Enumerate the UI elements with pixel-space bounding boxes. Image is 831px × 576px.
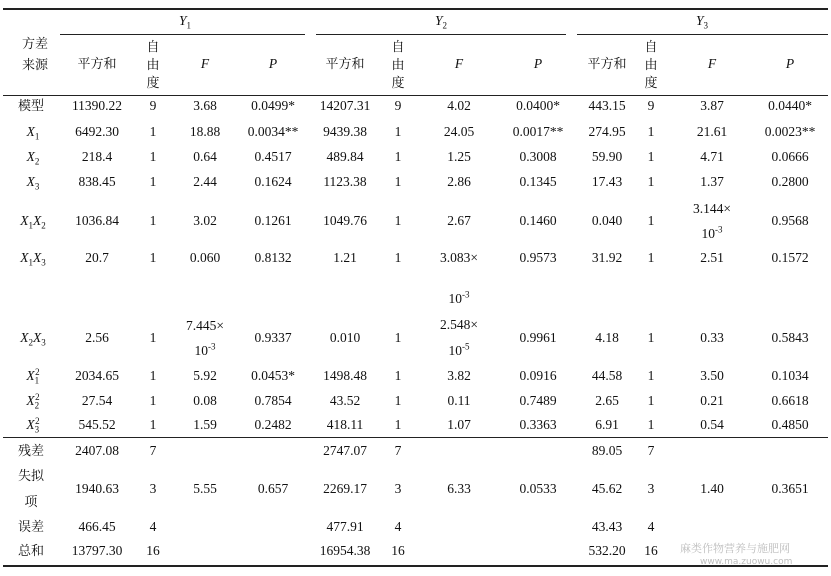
- cell-r6-y1-f-b: $10^{-3}$: [194, 341, 216, 358]
- cell-r0-y3-f: 3.87: [700, 98, 724, 113]
- cell-r4-y2-ss: 1049.76: [323, 213, 367, 228]
- cell-r4-y2-f: 2.67: [447, 213, 471, 228]
- cell-r3-y1-ss: 838.45: [78, 174, 116, 189]
- cell-r0-y1-ss: 11390.22: [71, 98, 123, 113]
- cell-r0-y2-df: 9: [394, 98, 402, 113]
- cell-r7-y2-ss: 1498.48: [323, 368, 367, 383]
- p-header-y3: P: [785, 56, 795, 71]
- row-source-12: 误差: [17, 519, 45, 534]
- cell-r7-y2-p: 0.0916: [519, 368, 557, 383]
- df-header-y2-1: 自: [391, 39, 405, 54]
- cell-r1-y1-df: 1: [149, 124, 157, 139]
- cell-r11-y1-f: 5.55: [193, 481, 217, 496]
- cell-r8-y1-ss: 27.54: [81, 393, 113, 408]
- cell-r13-y2-df: 16: [391, 543, 405, 558]
- cell-r5-y3-df: 1: [647, 250, 655, 265]
- cell-r12-y3-ss: 43.43: [591, 519, 623, 534]
- cell-r9-y1-ss: 545.52: [78, 417, 116, 432]
- cell-r1-y2-df: 1: [394, 124, 402, 139]
- cell-r8-y2-f: 0.11: [447, 393, 471, 408]
- cell-r0-y3-p: 0.0440*: [768, 98, 812, 113]
- cell-r3-y3-df: 1: [647, 174, 655, 189]
- top-rule: [3, 8, 828, 10]
- cell-r4-y3-f-a: 3.144×: [693, 201, 731, 216]
- row-source-11-2: 项: [24, 494, 38, 509]
- header-bottom-rule: [3, 95, 828, 96]
- cell-r1-y3-f: 21.61: [696, 124, 728, 139]
- cell-r0-y3-ss: 443.15: [588, 98, 626, 113]
- cell-r11-y2-p: 0.0533: [519, 481, 557, 496]
- cell-r6-y1-df: 1: [149, 330, 157, 345]
- cell-r11-y3-df: 3: [647, 481, 655, 496]
- cell-r4-y1-df: 1: [149, 213, 157, 228]
- cell-r9-y1-p: 0.2482: [254, 417, 292, 432]
- cell-r4-y3-ss: 0.040: [591, 213, 623, 228]
- row-source-1: $X_1$: [26, 124, 40, 142]
- cell-r3-y3-f: 1.37: [700, 174, 724, 189]
- cell-r6-y1-f-a: 7.445×: [186, 318, 224, 333]
- cell-r0-y1-f: 3.68: [193, 98, 217, 113]
- cell-r6-y2-f-c: $10^{-5}$: [448, 341, 470, 358]
- cell-r6-y2-f-a: $10^{-3}$: [448, 289, 470, 306]
- cell-r7-y3-ss: 44.58: [591, 368, 623, 383]
- cell-r10-y1-ss: 2407.08: [75, 443, 119, 458]
- source-header-line1: 方差: [21, 36, 49, 51]
- row-source-4: $X_1X_2$: [20, 213, 46, 231]
- cell-r6-y3-f: 0.33: [700, 330, 724, 345]
- row-source-0: 模型: [17, 98, 45, 113]
- cell-r0-y2-ss: 14207.31: [319, 98, 371, 113]
- cell-r2-y1-df: 1: [149, 149, 157, 164]
- cell-r6-y3-ss: 4.18: [595, 330, 619, 345]
- cell-r5-y3-p: 0.1572: [771, 250, 809, 265]
- p-header-y2: P: [533, 56, 543, 71]
- cell-r11-y3-p: 0.3651: [771, 481, 809, 496]
- cell-r5-y2-f: 3.083×: [440, 250, 478, 265]
- cell-r8-y3-p: 0.6618: [771, 393, 809, 408]
- cell-r6-y3-df: 1: [647, 330, 655, 345]
- cell-r3-y2-df: 1: [394, 174, 402, 189]
- cell-r5-y1-p: 0.8132: [254, 250, 292, 265]
- df-header-y3-2: 由: [644, 57, 658, 72]
- row-source-13: 总和: [17, 543, 45, 558]
- cell-r5-y1-df: 1: [149, 250, 157, 265]
- cell-r4-y3-df: 1: [647, 213, 655, 228]
- df-header-y3-1: 自: [644, 39, 658, 54]
- cell-r8-y2-df: 1: [394, 393, 402, 408]
- row-source-3: $X_3$: [26, 174, 40, 192]
- cell-r13-y3-ss: 532.20: [588, 543, 626, 558]
- cell-r7-y1-df: 1: [149, 368, 157, 383]
- cell-r12-y1-ss: 466.45: [78, 519, 116, 534]
- cell-r3-y2-f: 2.86: [447, 174, 471, 189]
- cell-r9-y2-f: 1.07: [447, 417, 471, 432]
- cell-r5-y1-ss: 20.7: [85, 250, 109, 265]
- watermark-url: www.ma.zuowu.com: [700, 557, 793, 567]
- group-label-y1: $Y_1$: [178, 13, 192, 31]
- row-source-9: $X_3^2$: [26, 415, 40, 435]
- cell-r2-y3-ss: 59.90: [591, 149, 623, 164]
- cell-r1-y3-df: 1: [647, 124, 655, 139]
- group-rule-1: [60, 34, 305, 35]
- cell-r5-y3-ss: 31.92: [591, 250, 623, 265]
- cell-r2-y1-ss: 218.4: [81, 149, 113, 164]
- cell-r7-y3-p: 0.1034: [771, 368, 809, 383]
- cell-r4-y1-ss: 1036.84: [75, 213, 119, 228]
- cell-r6-y2-ss: 0.010: [329, 330, 361, 345]
- cell-r8-y1-f: 0.08: [193, 393, 217, 408]
- cell-r9-y3-ss: 6.91: [595, 417, 619, 432]
- cell-r0-y2-p: 0.0400*: [516, 98, 560, 113]
- cell-r11-y3-f: 1.40: [700, 481, 724, 496]
- cell-r11-y3-ss: 45.62: [591, 481, 623, 496]
- cell-r8-y2-p: 0.7489: [519, 393, 557, 408]
- cell-r11-y2-ss: 2269.17: [323, 481, 367, 496]
- cell-r2-y2-ss: 489.84: [326, 149, 364, 164]
- cell-r8-y3-f: 0.21: [700, 393, 724, 408]
- cell-r8-y1-p: 0.7854: [254, 393, 292, 408]
- ss-header-y3: 平方和: [587, 56, 627, 71]
- f-header-y1: F: [200, 56, 210, 71]
- source-header-line2: 来源: [21, 57, 49, 72]
- cell-r13-y1-df: 16: [146, 543, 160, 558]
- cell-r13-y2-ss: 16954.38: [319, 543, 371, 558]
- cell-r1-y2-f: 24.05: [443, 124, 475, 139]
- cell-r12-y3-df: 4: [647, 519, 655, 534]
- df-header-y1-3: 度: [146, 75, 160, 90]
- cell-r9-y2-p: 0.3363: [519, 417, 557, 432]
- cell-r12-y1-df: 4: [149, 519, 157, 534]
- cell-r3-y2-p: 0.1345: [519, 174, 557, 189]
- cell-r9-y1-f: 1.59: [193, 417, 217, 432]
- cell-r10-y1-df: 7: [149, 443, 157, 458]
- cell-r6-y2-f-b: 2.548×: [440, 317, 478, 332]
- cell-r4-y3-f-b: $10^{-3}$: [701, 224, 723, 241]
- cell-r4-y3-p: 0.9568: [771, 213, 809, 228]
- cell-r3-y3-ss: 17.43: [591, 174, 623, 189]
- row-source-5: $X_1X_3$: [20, 250, 46, 268]
- df-header-y1-2: 由: [146, 57, 160, 72]
- row-source-11-1: 失拟: [17, 468, 45, 483]
- cell-r11-y1-ss: 1940.63: [75, 481, 119, 496]
- group-label-y2: $Y_2$: [434, 13, 448, 31]
- cell-r9-y3-p: 0.4850: [771, 417, 809, 432]
- cell-r6-y1-ss: 2.56: [85, 330, 109, 345]
- cell-r8-y1-df: 1: [149, 393, 157, 408]
- cell-r10-y2-ss: 2747.07: [323, 443, 367, 458]
- group-rule-2: [316, 34, 566, 35]
- cell-r1-y2-p: 0.0017**: [512, 124, 564, 139]
- cell-r2-y3-df: 1: [647, 149, 655, 164]
- cell-r12-y2-ss: 477.91: [326, 519, 364, 534]
- ss-header-y1: 平方和: [77, 56, 117, 71]
- ss-header-y2: 平方和: [325, 56, 365, 71]
- df-header-y3-3: 度: [644, 75, 658, 90]
- cell-r2-y3-p: 0.0666: [771, 149, 809, 164]
- cell-r4-y2-df: 1: [394, 213, 402, 228]
- cell-r1-y1-p: 0.0034**: [247, 124, 299, 139]
- df-header-y2-3: 度: [391, 75, 405, 90]
- row-source-6: $X_2X_3$: [20, 330, 46, 348]
- f-header-y2: F: [454, 56, 464, 71]
- cell-r2-y3-f: 4.71: [700, 149, 724, 164]
- cell-r0-y3-df: 9: [647, 98, 655, 113]
- cell-r11-y2-f: 6.33: [447, 481, 471, 496]
- cell-r10-y2-df: 7: [394, 443, 402, 458]
- cell-r4-y1-f: 3.02: [193, 213, 217, 228]
- p-header-y1: P: [268, 56, 278, 71]
- cell-r9-y3-df: 1: [647, 417, 655, 432]
- section-rule: [3, 437, 828, 438]
- cell-r7-y1-p: 0.0453*: [251, 368, 295, 383]
- cell-r3-y1-df: 1: [149, 174, 157, 189]
- cell-r8-y3-df: 1: [647, 393, 655, 408]
- cell-r7-y2-f: 3.82: [447, 368, 471, 383]
- cell-r3-y3-p: 0.2800: [771, 174, 809, 189]
- cell-r11-y1-df: 3: [149, 481, 157, 496]
- cell-r2-y1-f: 0.64: [193, 149, 217, 164]
- cell-r3-y1-f: 2.44: [193, 174, 217, 189]
- cell-r1-y1-ss: 6492.30: [75, 124, 119, 139]
- cell-r5-y3-f: 2.51: [700, 250, 724, 265]
- cell-r5-y1-f: 0.060: [189, 250, 221, 265]
- row-source-2: $X_2$: [26, 149, 40, 167]
- cell-r0-y1-p: 0.0499*: [251, 98, 295, 113]
- cell-r11-y2-df: 3: [394, 481, 402, 496]
- cell-r9-y3-f: 0.54: [700, 417, 724, 432]
- cell-r8-y3-ss: 2.65: [595, 393, 619, 408]
- row-source-10: 残差: [17, 443, 45, 458]
- cell-r5-y2-ss: 1.21: [333, 250, 357, 265]
- cell-r2-y1-p: 0.4517: [254, 149, 292, 164]
- df-header-y1-1: 自: [146, 39, 160, 54]
- cell-r5-y2-p: 0.9573: [519, 250, 557, 265]
- cell-r6-y2-df: 1: [394, 330, 402, 345]
- cell-r8-y2-ss: 43.52: [329, 393, 361, 408]
- cell-r10-y3-df: 7: [647, 443, 655, 458]
- cell-r7-y1-f: 5.92: [193, 368, 217, 383]
- group-label-y3: $Y_3$: [695, 13, 709, 31]
- cell-r2-y2-df: 1: [394, 149, 402, 164]
- cell-r1-y3-ss: 274.95: [588, 124, 626, 139]
- cell-r5-y2-df: 1: [394, 250, 402, 265]
- cell-r7-y1-ss: 2034.65: [75, 368, 119, 383]
- cell-r3-y2-ss: 1123.38: [323, 174, 367, 189]
- cell-r6-y3-p: 0.5843: [771, 330, 809, 345]
- cell-r12-y2-df: 4: [394, 519, 402, 534]
- cell-r11-y1-p: 0.657: [257, 481, 289, 496]
- cell-r6-y1-p: 0.9337: [254, 330, 292, 345]
- cell-r0-y1-df: 9: [149, 98, 157, 113]
- cell-r4-y2-p: 0.1460: [519, 213, 557, 228]
- df-header-y2-2: 由: [391, 57, 405, 72]
- cell-r10-y3-ss: 89.05: [591, 443, 623, 458]
- cell-r1-y1-f: 18.88: [189, 124, 221, 139]
- f-header-y3: F: [707, 56, 717, 71]
- cell-r4-y1-p: 0.1261: [254, 213, 292, 228]
- cell-r9-y1-df: 1: [149, 417, 157, 432]
- cell-r1-y2-ss: 9439.38: [323, 124, 367, 139]
- cell-r9-y2-df: 1: [394, 417, 402, 432]
- cell-r1-y3-p: 0.0023**: [764, 124, 816, 139]
- cell-r7-y2-df: 1: [394, 368, 402, 383]
- watermark-text: 麻类作物营养与施肥网: [680, 542, 790, 555]
- group-rule-3: [577, 34, 828, 35]
- cell-r2-y2-p: 0.3008: [519, 149, 557, 164]
- row-source-8: $X_2^2$: [26, 391, 40, 411]
- cell-r3-y1-p: 0.1624: [254, 174, 292, 189]
- cell-r7-y3-df: 1: [647, 368, 655, 383]
- cell-r0-y2-f: 4.02: [447, 98, 471, 113]
- row-source-7: $X_1^2$: [26, 366, 40, 386]
- cell-r13-y1-ss: 13797.30: [71, 543, 123, 558]
- cell-r7-y3-f: 3.50: [700, 368, 724, 383]
- cell-r13-y3-df: 16: [644, 543, 658, 558]
- cell-r9-y2-ss: 418.11: [326, 417, 364, 432]
- cell-r2-y2-f: 1.25: [447, 149, 471, 164]
- cell-r6-y2-p: 0.9961: [519, 330, 557, 345]
